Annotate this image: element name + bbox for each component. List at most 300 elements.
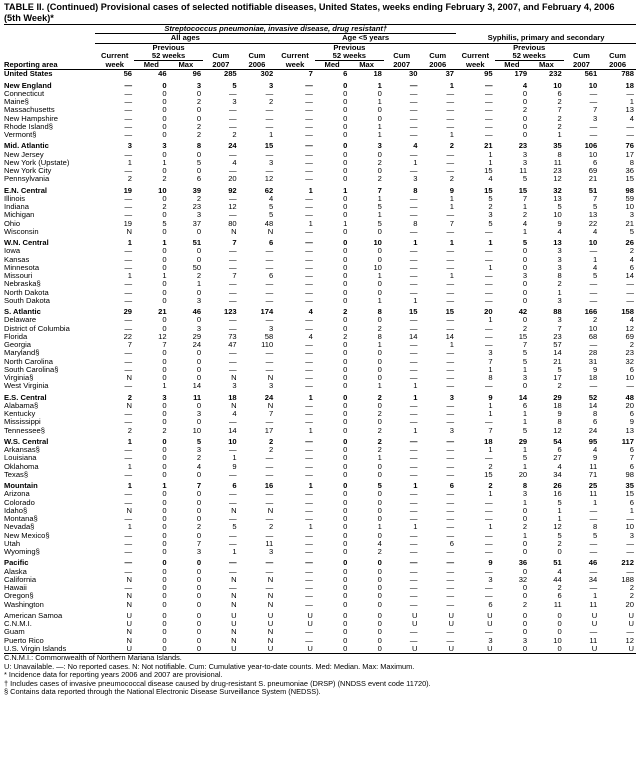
- value-cell: —: [124, 288, 133, 297]
- value-cell: —: [409, 584, 418, 592]
- value-cell: 1: [413, 238, 418, 247]
- reporting-area-cell: Hawaii: [4, 584, 27, 592]
- value-cell: —: [409, 288, 418, 297]
- value-cell: 0: [522, 296, 528, 305]
- value-cell: U: [628, 610, 634, 620]
- value-cell: 5: [522, 175, 528, 184]
- value-cell: 0: [377, 558, 382, 568]
- value-cell: 0: [522, 114, 528, 123]
- value-cell: 4: [196, 462, 202, 471]
- reporting-area-cell: Mid. Atlantic: [4, 141, 49, 151]
- value-cell: 1: [488, 365, 493, 374]
- value-cell: —: [589, 288, 598, 297]
- reporting-area-cell: Alabama§: [4, 401, 39, 410]
- table-row: [4, 374, 636, 382]
- value-cell: —: [124, 255, 133, 264]
- value-cell: —: [265, 531, 274, 540]
- value-cell: 0: [343, 114, 348, 123]
- value-cell: 20: [518, 470, 528, 479]
- value-cell: 2: [377, 158, 382, 167]
- reporting-area-cell: American Samoa: [4, 610, 63, 620]
- value-cell: 6: [557, 592, 562, 601]
- value-cell: 0: [162, 515, 167, 523]
- value-cell: 0: [196, 106, 202, 115]
- value-cell: 12: [553, 426, 562, 435]
- value-cell: 1: [413, 296, 418, 305]
- value-cell: 24: [192, 341, 202, 349]
- value-cell: 18: [588, 374, 598, 382]
- value-cell: —: [409, 106, 418, 115]
- reporting-area-cell: Michigan: [4, 211, 35, 220]
- weeks-label: 52 weeks: [315, 52, 384, 61]
- value-cell: —: [305, 203, 313, 211]
- cum-label: Cum: [609, 51, 627, 60]
- value-cell: —: [409, 167, 418, 175]
- value-cell: 4: [522, 80, 528, 90]
- value-cell: 3: [232, 98, 237, 106]
- value-cell: 0: [377, 280, 382, 289]
- value-cell: —: [409, 410, 418, 418]
- value-cell: 11: [265, 539, 274, 548]
- footnote: § Contains data reported through the National Electronic Disease Surveillance System (NEDSS).: [4, 687, 321, 697]
- value-cell: 0: [196, 620, 202, 628]
- value-cell: 0: [377, 167, 382, 175]
- previous-label: Previous: [333, 43, 366, 52]
- value-cell: 2: [343, 307, 348, 316]
- value-cell: 0: [522, 247, 528, 256]
- value-cell: 1: [162, 382, 167, 391]
- value-cell: —: [485, 628, 493, 637]
- value-cell: 36: [625, 167, 634, 175]
- value-cell: 1: [488, 150, 493, 159]
- value-cell: 1: [308, 185, 313, 195]
- value-cell: —: [409, 470, 418, 479]
- value-cell: —: [124, 114, 133, 123]
- value-cell: —: [229, 539, 237, 548]
- value-cell: —: [446, 255, 455, 264]
- value-cell: 18: [228, 392, 237, 402]
- value-cell: N: [126, 636, 133, 645]
- value-cell: U: [411, 620, 418, 628]
- value-cell: —: [305, 636, 313, 645]
- value-cell: 9: [593, 365, 598, 374]
- value-cell: N: [267, 575, 274, 584]
- value-cell: 0: [196, 531, 202, 540]
- value-cell: 1: [413, 158, 418, 167]
- value-cell: 59: [625, 194, 634, 203]
- value-cell: 10: [625, 203, 634, 211]
- value-cell: 0: [343, 272, 348, 280]
- table-row: [4, 601, 636, 609]
- value-cell: N: [126, 401, 133, 410]
- value-cell: —: [229, 167, 237, 175]
- value-cell: —: [626, 382, 634, 391]
- value-cell: 1: [413, 481, 418, 490]
- value-cell: N: [126, 628, 133, 637]
- value-cell: —: [124, 131, 133, 139]
- value-cell: —: [446, 436, 455, 446]
- value-cell: —: [446, 446, 455, 454]
- value-cell: 0: [343, 263, 348, 272]
- value-cell: —: [446, 150, 455, 159]
- value-cell: —: [446, 515, 455, 523]
- value-cell: 1: [522, 531, 528, 540]
- value-cell: 232: [549, 69, 562, 79]
- value-cell: 0: [343, 548, 348, 556]
- value-cell: 0: [522, 382, 528, 391]
- value-cell: 2: [488, 462, 493, 471]
- table-row: [4, 556, 636, 567]
- value-cell: 1: [377, 211, 382, 220]
- value-cell: 11: [589, 636, 598, 645]
- value-cell: U: [487, 620, 493, 628]
- value-cell: —: [305, 296, 313, 305]
- value-cell: 0: [196, 567, 202, 576]
- value-cell: 2: [162, 426, 167, 435]
- value-cell: 2: [522, 106, 528, 115]
- value-cell: 5: [232, 523, 237, 532]
- value-cell: —: [409, 436, 418, 446]
- value-cell: 7: [127, 341, 133, 349]
- value-cell: 0: [343, 280, 348, 289]
- reporting-area-cell: Illinois: [4, 194, 26, 203]
- value-cell: —: [124, 98, 133, 106]
- value-cell: 2: [377, 324, 382, 333]
- value-cell: 5: [268, 203, 274, 211]
- value-cell: 0: [196, 610, 202, 620]
- reporting-area-cell: Maryland§: [4, 349, 40, 358]
- value-cell: —: [409, 374, 418, 382]
- value-cell: 2: [162, 203, 167, 211]
- value-cell: 0: [522, 584, 528, 592]
- value-cell: —: [589, 584, 598, 592]
- value-cell: 0: [343, 374, 348, 382]
- value-cell: —: [265, 584, 274, 592]
- value-cell: 8: [196, 141, 202, 151]
- value-cell: U: [231, 644, 237, 653]
- value-cell: 7: [557, 106, 562, 115]
- value-cell: 0: [522, 122, 528, 131]
- value-cell: 0: [196, 150, 202, 159]
- value-cell: 1: [449, 194, 455, 203]
- value-cell: 2: [232, 131, 237, 139]
- value-cell: 0: [196, 365, 202, 374]
- value-cell: —: [409, 98, 418, 106]
- value-cell: —: [446, 548, 455, 556]
- value-cell: 3: [377, 141, 382, 151]
- value-cell: —: [124, 357, 133, 366]
- value-cell: 12: [553, 175, 562, 184]
- value-cell: 4: [308, 307, 313, 316]
- value-cell: 0: [196, 644, 202, 653]
- value-cell: —: [485, 296, 493, 305]
- value-cell: 3: [196, 410, 202, 418]
- value-cell: 5: [593, 272, 598, 280]
- table-row: [4, 507, 636, 515]
- value-cell: 0: [377, 575, 382, 584]
- value-cell: 0: [343, 349, 348, 358]
- value-cell: —: [485, 247, 493, 256]
- current-label: Current: [281, 51, 309, 60]
- value-cell: 7: [232, 272, 237, 280]
- value-cell: 24: [588, 426, 598, 435]
- value-cell: 0: [162, 498, 167, 507]
- value-cell: 6: [232, 481, 237, 490]
- value-cell: 2: [196, 122, 202, 131]
- value-cell: 179: [514, 69, 528, 79]
- value-cell: 0: [162, 620, 167, 628]
- value-cell: —: [485, 114, 493, 123]
- value-cell: 0: [162, 211, 167, 220]
- value-cell: —: [305, 539, 313, 548]
- value-cell: 2: [377, 410, 382, 418]
- reporting-area-cell: Oklahoma: [4, 462, 39, 471]
- value-cell: 0: [343, 203, 348, 211]
- value-cell: —: [446, 365, 455, 374]
- reporting-area-cell: Texas§: [4, 470, 29, 479]
- value-cell: 1: [127, 462, 133, 471]
- value-cell: 0: [162, 98, 167, 106]
- value-cell: 0: [343, 238, 348, 247]
- value-cell: 3: [488, 636, 493, 645]
- value-cell: 24: [264, 392, 274, 402]
- table-row: [4, 90, 636, 98]
- value-cell: 4: [593, 446, 598, 454]
- value-cell: —: [409, 401, 418, 410]
- value-cell: —: [409, 272, 418, 280]
- value-cell: 0: [522, 98, 528, 106]
- value-cell: 6: [343, 69, 348, 79]
- value-cell: 1: [488, 263, 493, 272]
- value-cell: 51: [588, 185, 598, 195]
- value-cell: 32: [518, 575, 528, 584]
- value-cell: 4: [488, 175, 493, 184]
- value-cell: 24: [228, 141, 237, 151]
- value-cell: 5: [629, 227, 634, 236]
- value-cell: 14: [588, 401, 598, 410]
- value-cell: 0: [162, 558, 167, 568]
- value-cell: 2: [377, 392, 382, 402]
- value-cell: 0: [162, 401, 167, 410]
- value-cell: N: [126, 575, 133, 584]
- med-label: Med: [134, 61, 169, 70]
- year-2006-label: 2006: [239, 61, 276, 70]
- table-row: [4, 568, 636, 576]
- value-cell: 0: [343, 620, 348, 628]
- reporting-area-cell: Puerto Rico: [4, 636, 44, 645]
- value-cell: 0: [343, 498, 348, 507]
- value-cell: 14: [445, 332, 455, 341]
- value-cell: 35: [553, 141, 562, 151]
- value-cell: 0: [343, 628, 348, 637]
- value-cell: 0: [522, 644, 528, 653]
- value-cell: 12: [625, 636, 634, 645]
- value-cell: —: [305, 141, 313, 151]
- value-cell: —: [229, 584, 237, 592]
- value-cell: —: [626, 296, 634, 305]
- value-cell: —: [305, 175, 313, 184]
- value-cell: 13: [625, 106, 634, 115]
- table-row: [4, 175, 636, 183]
- value-cell: 0: [196, 506, 202, 515]
- value-cell: 0: [162, 410, 167, 418]
- value-cell: —: [446, 296, 455, 305]
- value-cell: —: [446, 454, 455, 463]
- value-cell: N: [126, 374, 133, 382]
- value-cell: —: [229, 316, 237, 325]
- value-cell: 1: [557, 506, 562, 515]
- reporting-area-cell: Louisiana: [4, 454, 37, 463]
- value-cell: 23: [518, 141, 528, 151]
- value-cell: 30: [408, 69, 418, 79]
- value-cell: 16: [553, 490, 562, 499]
- table-row: [4, 264, 636, 272]
- value-cell: 4: [629, 255, 634, 264]
- value-cell: 37: [445, 69, 455, 79]
- value-cell: 15: [264, 141, 274, 151]
- value-cell: 1: [413, 426, 418, 435]
- value-cell: 1: [377, 194, 382, 203]
- value-cell: 7: [268, 410, 274, 418]
- value-cell: 0: [377, 247, 382, 256]
- value-cell: 10: [373, 238, 382, 247]
- value-cell: 1: [268, 131, 274, 139]
- value-cell: —: [409, 194, 418, 203]
- value-cell: 8: [522, 481, 528, 490]
- value-cell: —: [305, 357, 313, 366]
- value-cell: 5: [377, 219, 382, 228]
- value-cell: 3: [488, 211, 493, 220]
- value-cell: 0: [343, 531, 348, 540]
- week-label: week: [95, 61, 134, 70]
- value-cell: 0: [343, 365, 348, 374]
- value-cell: N: [231, 227, 237, 236]
- value-cell: —: [485, 567, 493, 576]
- value-cell: 22: [123, 332, 133, 341]
- value-cell: 23: [192, 203, 202, 211]
- value-cell: —: [409, 247, 418, 256]
- table-row: [4, 576, 636, 584]
- footnote: † Includes cases of invasive pneumococcal disease caused by drug-resistant S. pneumoniae (DRSP) (NNDSS event code 11720).: [4, 678, 431, 688]
- value-cell: 44: [553, 575, 562, 584]
- value-cell: —: [305, 280, 313, 289]
- value-cell: —: [305, 548, 313, 556]
- value-cell: —: [124, 382, 133, 391]
- value-cell: 15: [484, 185, 493, 195]
- value-cell: U: [307, 610, 313, 620]
- value-cell: —: [124, 539, 133, 548]
- value-cell: 95: [484, 69, 493, 79]
- table-row: [4, 131, 636, 139]
- value-cell: —: [446, 558, 455, 568]
- value-cell: 0: [522, 548, 528, 556]
- value-cell: U: [628, 644, 634, 653]
- table-row: [4, 454, 636, 462]
- value-cell: 0: [162, 89, 167, 98]
- table-row: [4, 479, 636, 490]
- value-cell: 5: [522, 454, 528, 463]
- value-cell: —: [446, 531, 455, 540]
- value-cell: 2: [377, 548, 382, 556]
- value-cell: 35: [625, 481, 634, 490]
- value-cell: 5: [522, 238, 528, 247]
- value-cell: 3: [196, 80, 202, 90]
- value-cell: —: [485, 80, 493, 90]
- value-cell: 6: [629, 446, 634, 454]
- value-cell: —: [446, 106, 455, 115]
- value-cell: —: [265, 296, 274, 305]
- value-cell: 0: [343, 401, 348, 410]
- value-cell: N: [231, 628, 237, 637]
- value-cell: 5: [557, 203, 562, 211]
- value-cell: 0: [343, 89, 348, 98]
- value-cell: 0: [343, 600, 348, 609]
- value-cell: 8: [593, 523, 598, 532]
- reporting-area-cell: Rhode Island§: [4, 122, 53, 131]
- value-cell: 26: [553, 481, 562, 490]
- med-label: Med: [315, 61, 350, 70]
- table-row: [4, 349, 636, 357]
- value-cell: 2: [629, 584, 634, 592]
- value-cell: 0: [557, 548, 562, 556]
- year-2006-label: 2006: [419, 61, 456, 70]
- table-row: [4, 236, 636, 247]
- reporting-area-cell: Wyoming§: [4, 548, 40, 556]
- value-cell: 95: [588, 436, 598, 446]
- year-2006-label: 2006: [599, 61, 636, 70]
- value-cell: 9: [449, 185, 455, 195]
- value-cell: 0: [196, 418, 202, 427]
- value-cell: —: [409, 122, 418, 131]
- reporting-area-cell: Massachusetts: [4, 106, 55, 115]
- value-cell: —: [265, 454, 274, 463]
- value-cell: 0: [343, 255, 348, 264]
- table-row: [4, 289, 636, 297]
- value-cell: 0: [343, 341, 348, 349]
- value-cell: —: [305, 316, 313, 325]
- value-cell: —: [409, 446, 418, 454]
- value-cell: 13: [553, 238, 562, 247]
- value-cell: —: [446, 357, 455, 366]
- value-cell: 0: [162, 436, 167, 446]
- value-cell: —: [409, 80, 418, 90]
- reporting-area-header: Reporting area: [4, 61, 95, 70]
- value-cell: —: [305, 255, 313, 264]
- table-row: [4, 79, 636, 90]
- value-cell: 3: [557, 316, 562, 325]
- value-cell: 0: [196, 490, 202, 499]
- table-row: [4, 280, 636, 288]
- reporting-area-cell: Montana§: [4, 515, 38, 523]
- value-cell: —: [485, 332, 493, 341]
- value-cell: —: [305, 98, 313, 106]
- value-cell: —: [124, 106, 133, 115]
- value-cell: 1: [343, 219, 348, 228]
- max-label: Max: [349, 61, 384, 70]
- value-cell: —: [265, 515, 274, 523]
- value-cell: 3: [522, 490, 528, 499]
- value-cell: 0: [196, 114, 202, 123]
- value-cell: 0: [343, 131, 348, 139]
- value-cell: 1: [522, 410, 528, 418]
- value-cell: 5: [377, 481, 382, 490]
- value-cell: —: [485, 548, 493, 556]
- value-cell: 11: [519, 167, 528, 175]
- value-cell: 0: [162, 636, 167, 645]
- value-cell: 48: [625, 392, 634, 402]
- value-cell: —: [446, 280, 455, 289]
- reporting-area-cell: California: [4, 575, 37, 584]
